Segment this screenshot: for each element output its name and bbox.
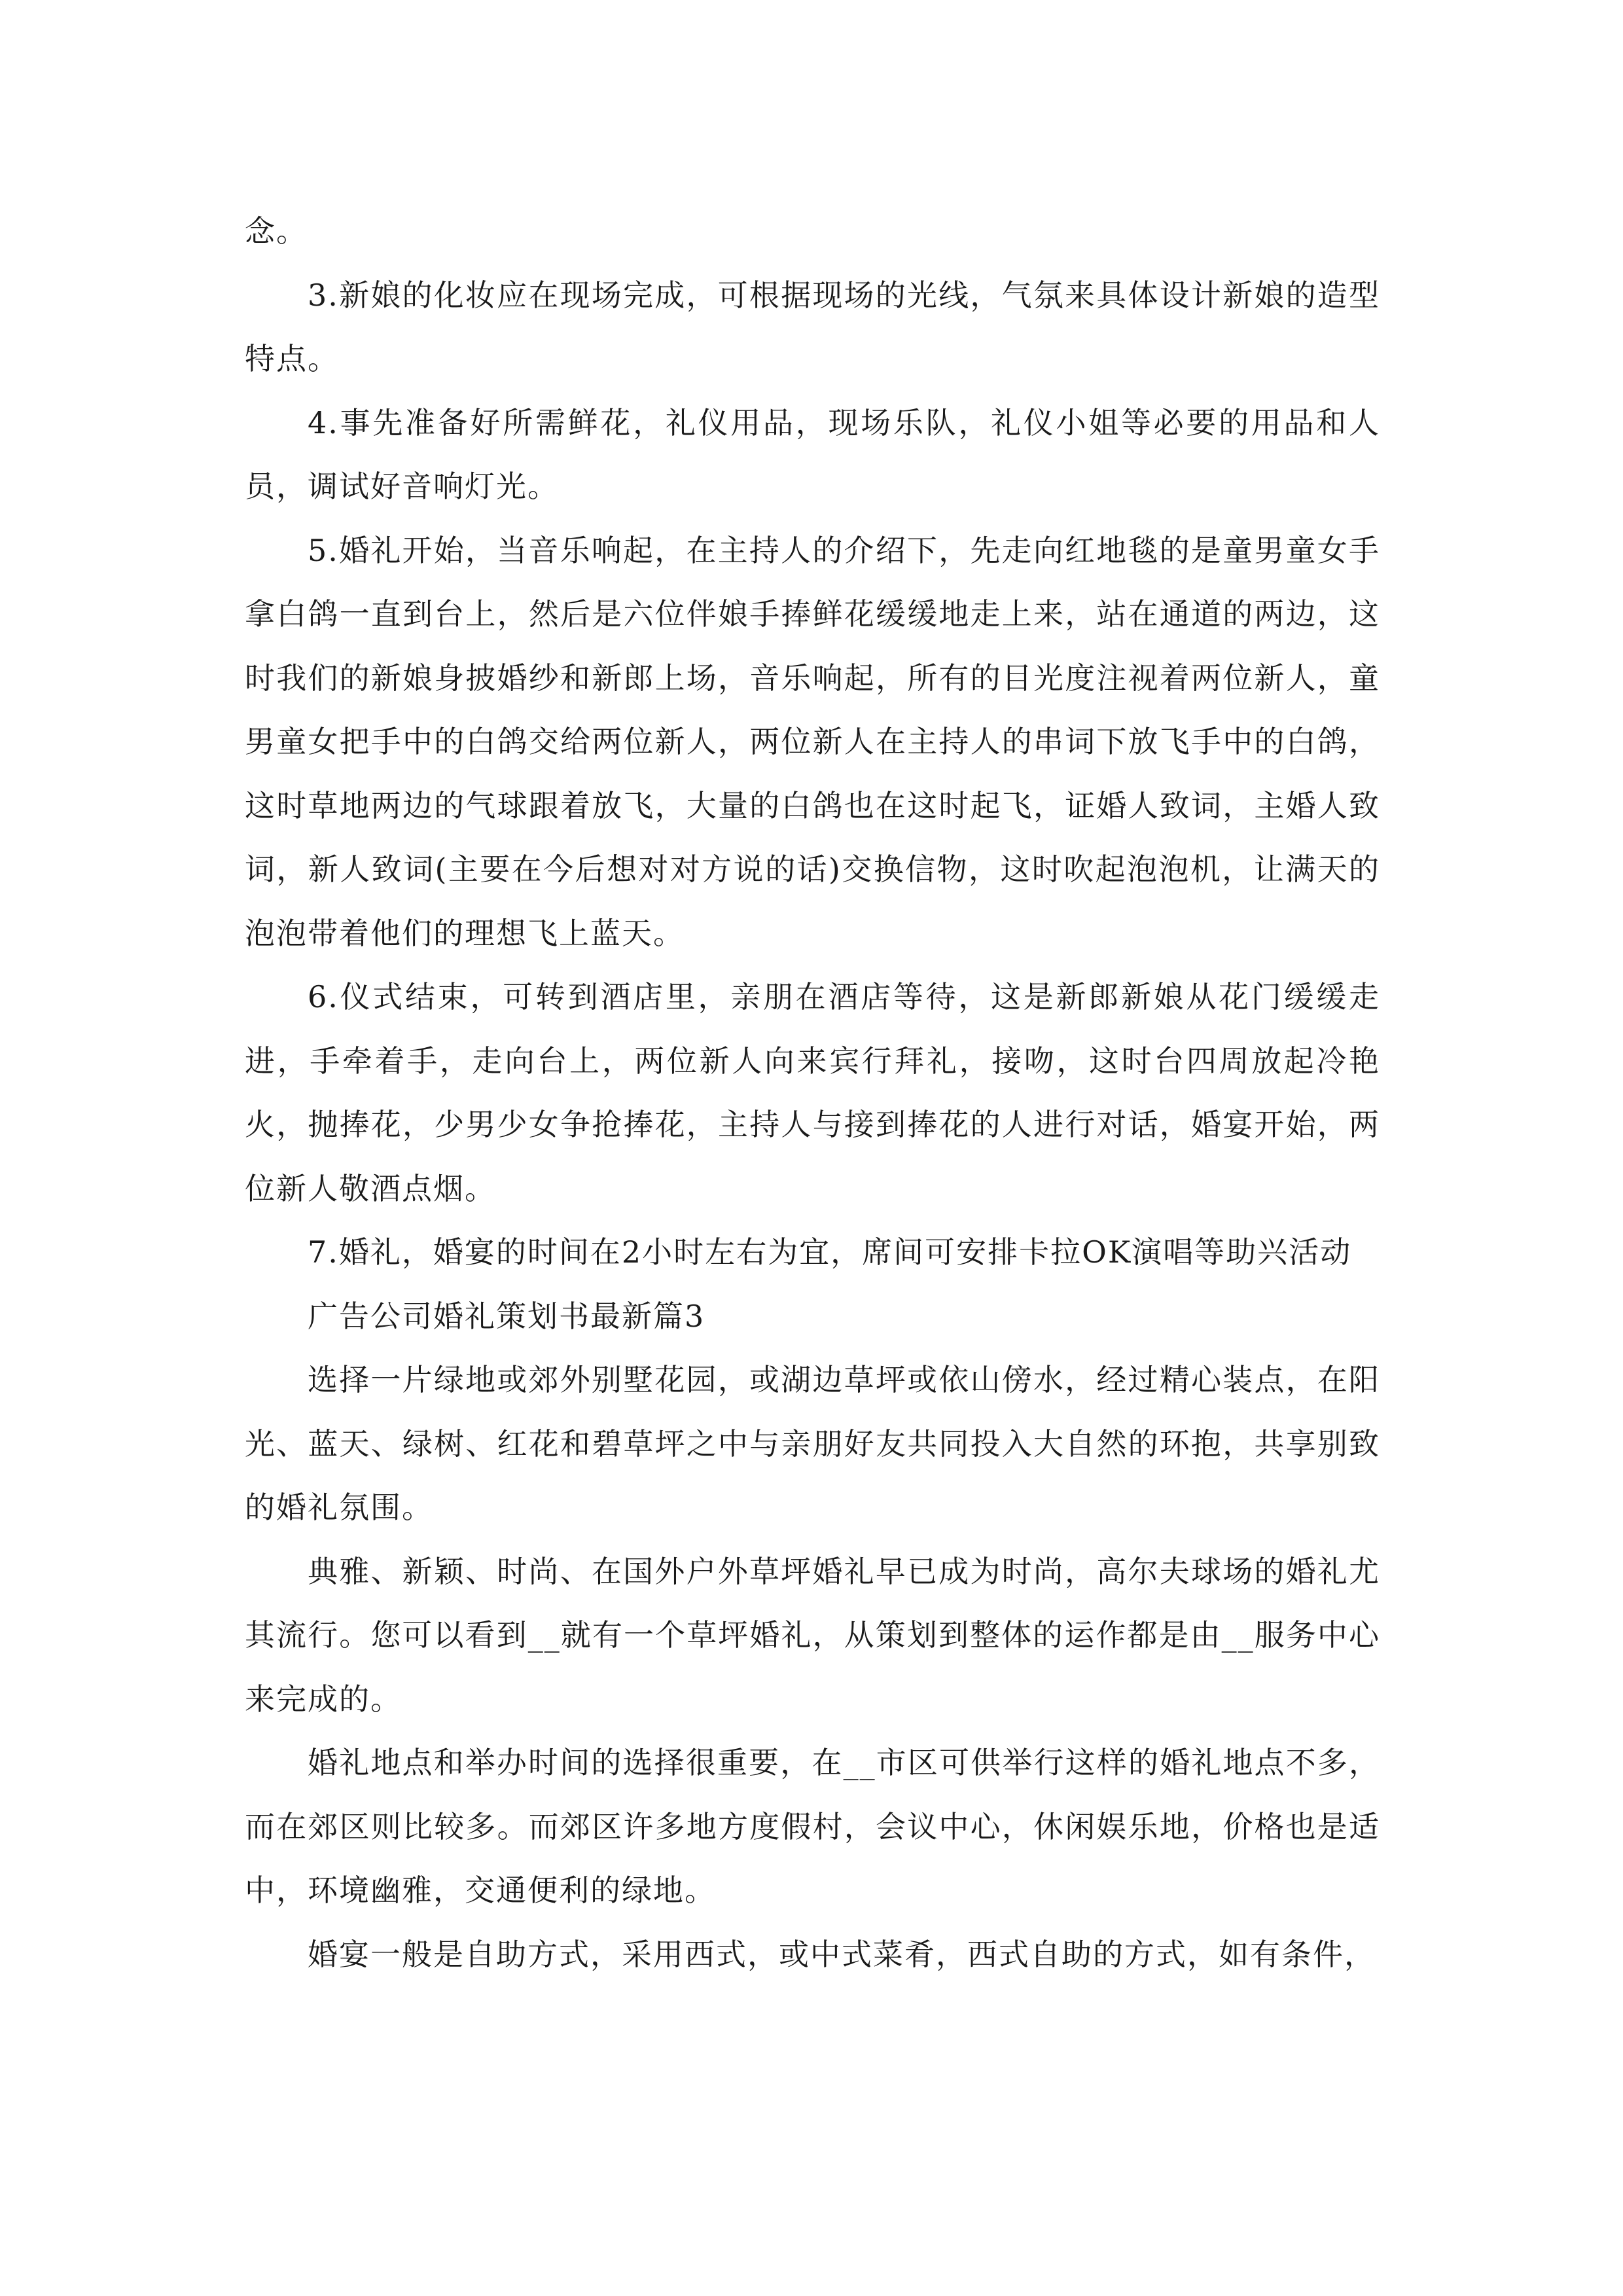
paragraph-item-5: 5.婚礼开始，当音乐响起，在主持人的介绍下，先走向红地毯的是童男童女手拿白鸽一直到台上，然后是六位伴娘手捧鲜花缓缓地走上来，站在通道的两边，这时我们的新娘身披婚纱和新郎上场，音乐响起，所有的目光度注视着两位新人，童男童女把手中的白鸽交给两位新人，两位新人在主持人的串词下放飞手中的白鸽，这时草地两边的气球跟着放飞，大量的白鸽也在这时起飞，证婚人致词，主婚人致词，新人致词(主要在今后想对对方说的话)交换信物，这时吹起泡泡机，让满天的泡泡带着他们的理想飞上蓝天。: [245, 532, 1380, 951]
paragraph-continuation: 念。: [245, 213, 308, 249]
section-heading: 广告公司婚礼策划书最新篇3: [308, 1298, 705, 1334]
paragraph-item-4: 4.事先准备好所需鲜花，礼仪用品，现场乐队，礼仪小姐等必要的用品和人员，调试好音响灯光。: [245, 404, 1380, 504]
paragraph-location: 婚礼地点和举办时间的选择很重要，在__市区可供举行这样的婚礼地点不多，而在郊区则比较多。而郊区许多地方度假村，会议中心，休闲娱乐地，价格也是适中，环境幽雅，交通便利的绿地。: [245, 1745, 1380, 1908]
paragraph-venue: 选择一片绿地或郊外别墅花园，或湖边草坪或依山傍水，经过精心装点，在阳光、蓝天、绿树、红花和碧草坪之中与亲朋好友共同投入大自然的环抱，共享别致的婚礼氛围。: [245, 1362, 1380, 1525]
paragraph-banquet: 婚宴一般是自助方式，采用西式，或中式菜肴，西式自助的方式，如有条件，: [308, 1936, 1376, 1972]
document-body: [245, 200, 1380, 1986]
paragraph-trend: 典雅、新颖、时尚、在国外户外草坪婚礼早已成为时尚，高尔夫球场的婚礼尤其流行。您可以看到__就有一个草坪婚礼，从策划到整体的运作都是由__服务中心来完成的。: [245, 1553, 1380, 1717]
paragraph-item-7: 7.婚礼，婚宴的时间在2小时左右为宜，席间可安排卡拉OK演唱等助兴活动: [308, 1234, 1352, 1270]
paragraph-item-6: 6.仪式结束，可转到酒店里，亲朋在酒店等待，这是新郎新娘从花门缓缓走进，手牵着手，走向台上，两位新人向来宾行拜礼，接吻，这时台四周放起冷艳火，抛捧花，少男少女争抢捧花，主持人与接到捧花的人进行对话，婚宴开始，两位新人敬酒点烟。: [245, 979, 1380, 1206]
paragraph-item-3: 3.新娘的化妆应在现场完成，可根据现场的光线，气氛来具体设计新娘的造型特点。: [245, 277, 1380, 376]
